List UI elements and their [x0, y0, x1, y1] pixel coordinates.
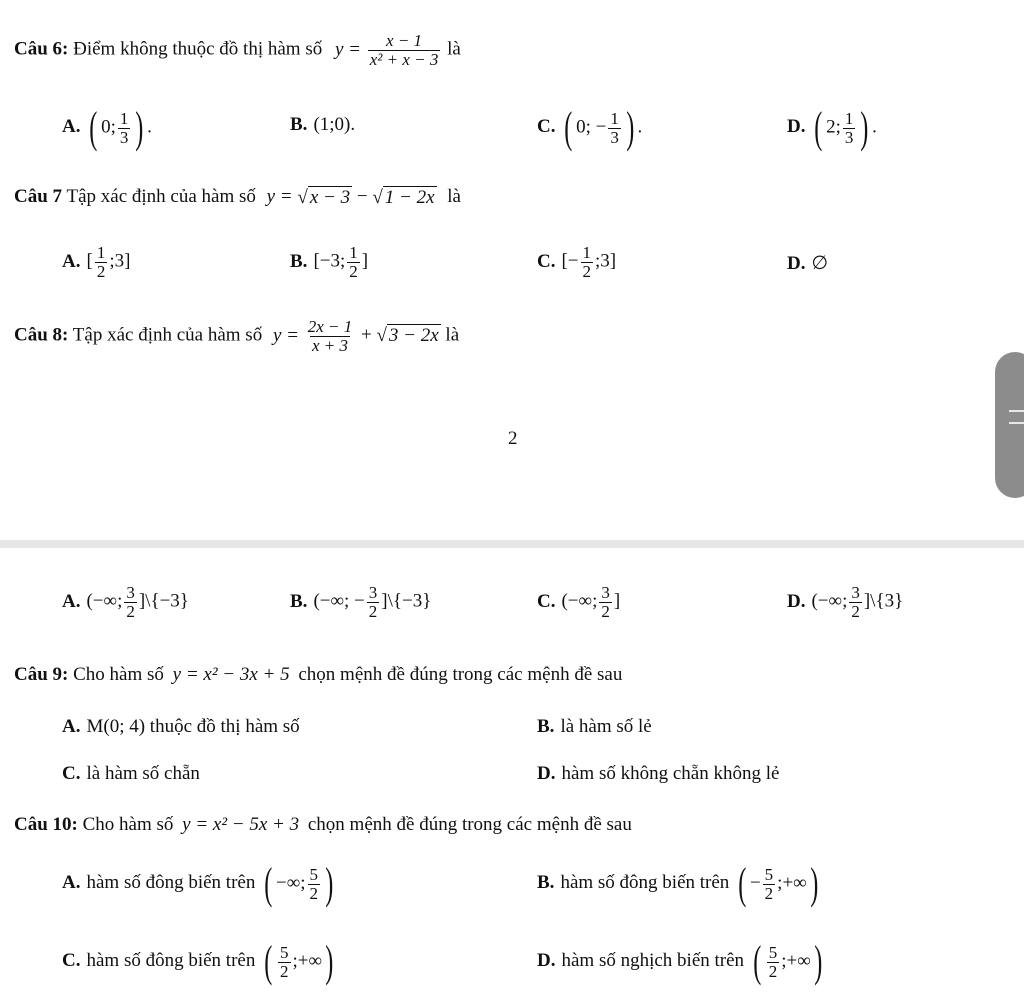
q9-option-b[interactable]: B. là hàm số lẻ — [537, 716, 652, 737]
q10-stem: Câu 10: Cho hàm số y = x² − 5x + 3 chọn mệnh đề đúng trong các mệnh đề sau — [14, 814, 632, 835]
q8-sqrt: √ 3 − 2x — [376, 325, 439, 347]
q8-text: Tập xác định của hàm số — [72, 324, 263, 346]
q6-option-d[interactable]: D. ( 2; $\frac{1}{3}$ ) . — [787, 103, 877, 152]
page-number: 2 — [508, 428, 518, 449]
scroll-handle[interactable] — [995, 352, 1024, 498]
q7-option-d[interactable]: D. ∅ — [787, 253, 829, 274]
q6-option-a[interactable]: A. ( 0; $\frac{1}{3}$ ) . — [62, 103, 152, 152]
q10-option-a[interactable]: A. hàm số đông biến trên ( −∞; $\frac{5}{2}$ ) — [62, 859, 334, 908]
q8-option-c[interactable]: C. (−∞; $\frac{3}{2}$ ] — [537, 583, 621, 621]
q8-func-fraction: $\frac{2x - 1}{x + 3}$ — [307, 317, 353, 355]
q9-label: Câu 9: — [14, 664, 69, 685]
q6-label: Câu 6: — [14, 38, 69, 60]
q6-option-c[interactable]: C. ( 0; − $\frac{1}{3}$ ) . — [537, 103, 643, 152]
q9-func: y = x² − 3x + 5 — [172, 664, 290, 685]
q6-func-fraction: $\frac{x - 1}{\text{x² + x − 3}}$ — [369, 31, 439, 69]
q10-option-b[interactable]: B. hàm số đông biến trên ( − $\frac{5}{2}$ ;+∞) — [537, 859, 819, 908]
q7-text: Tập xác định của hàm số — [66, 186, 256, 207]
q10-label: Câu 10: — [14, 814, 78, 835]
q7-sqrt-2: √ 1 − 2x — [372, 186, 435, 208]
page-divider — [0, 540, 1024, 548]
q8-option-b[interactable]: B. (−∞; − $\frac{3}{2}$ ]\{−3} — [290, 583, 432, 621]
q7-option-b[interactable]: B. [−3; $\frac{1}{2}$ ] — [290, 243, 369, 281]
q7-option-a[interactable]: A. [ $\frac{1}{2}$ ;3] — [62, 243, 131, 281]
q8-label: Câu 8: — [14, 324, 69, 346]
q9-option-a[interactable]: A. M(0; 4) thuộc đồ thị hàm số — [62, 716, 300, 737]
q7-label: Câu 7 — [14, 186, 63, 207]
q10-option-c[interactable]: C. hàm số đông biến trên ( $\frac{5}{2}$ ;+∞) — [62, 937, 334, 986]
q6-tail: là — [447, 38, 461, 60]
q9-stem: Câu 9: Cho hàm số y = x² − 3x + 5 chọn mệnh đề đúng trong các mệnh đề sau — [14, 664, 623, 685]
q8-stem: Câu 8: Tập xác định của hàm số y = $\frac{2x - 1}{x + 3}$ + √ 3 − 2x là — [14, 317, 460, 355]
q7-stem: Câu 7 Tập xác định của hàm số y = √ x − 3 − √ 1 − 2x là — [14, 186, 461, 208]
q9-option-d[interactable]: D. hàm số không chẵn không lẻ — [537, 763, 780, 784]
q7-option-c[interactable]: C. [− $\frac{1}{2}$ ;3] — [537, 243, 617, 281]
q6-stem — [14, 32, 461, 69]
q10-option-d[interactable]: D. hàm số nghịch biến trên ( $\frac{5}{2}$ ;+∞) — [537, 937, 823, 986]
q8-option-a[interactable]: A. (−∞; $\frac{3}{2}$ ]\{−3} — [62, 583, 189, 621]
q9-option-c[interactable]: C. là hàm số chẵn — [62, 763, 200, 784]
q6-option-b[interactable]: B. (1;0). — [290, 114, 356, 135]
q7-sqrt-1: √ x − 3 — [297, 186, 351, 208]
q6-text: Điểm không thuộc đồ thị hàm số — [73, 38, 323, 60]
q10-func: y = x² − 5x + 3 — [182, 814, 300, 835]
q8-option-d[interactable]: D. (−∞; $\frac{3}{2}$ ]\{3} — [787, 583, 904, 621]
q6-func-y: y = — [334, 38, 361, 60]
